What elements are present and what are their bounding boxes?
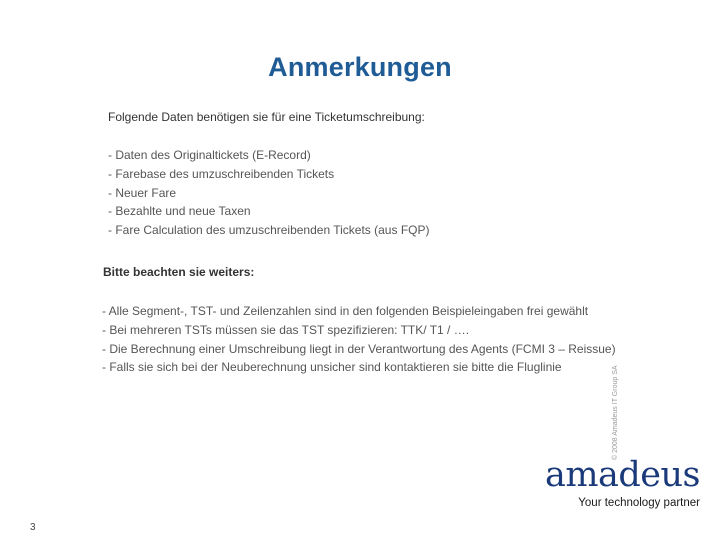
list-item: - Alle Segment-, TST- und Zeilenzahlen sind in den folgenden Beispieleingaben frei gewählt (102, 302, 616, 321)
list-item: - Bezahlte und neue Taxen (108, 202, 429, 221)
copyright-notice: © 2008 Amadeus IT Group SA (612, 365, 619, 460)
notes-heading: Bitte beachten sie weiters: (103, 265, 255, 279)
amadeus-logo (540, 455, 700, 509)
list-item: - Fare Calculation des umzuschreibenden Tickets (aus FQP) (108, 221, 429, 240)
list-item: - Die Berechnung einer Umschreibung liegt in der Verantwortung des Agents (FCMI 3 – Reissue) (102, 340, 616, 359)
page-number: 3 (30, 522, 36, 533)
slide-title: Anmerkungen (268, 52, 452, 82)
list-item: - Daten des Originaltickets (E-Record) (108, 146, 429, 165)
notes-list (102, 302, 616, 377)
list-item: - Farebase des umzuschreibenden Tickets (108, 165, 429, 184)
list-item: - Neuer Fare (108, 184, 429, 203)
logo-wordmark: amadeus (544, 455, 700, 495)
required-data-list (108, 146, 429, 240)
intro-text: Folgende Daten benötigen sie für eine Ticketumschreibung: (108, 110, 425, 124)
list-item: - Falls sie sich bei der Neuberechnung unsicher sind kontaktieren sie bitte die Fluglinie (102, 358, 616, 377)
logo-tagline: Your technology partner (578, 497, 700, 509)
list-item: - Bei mehreren TSTs müssen sie das TST spezifizieren: TTK/ T1 / …. (102, 321, 616, 340)
